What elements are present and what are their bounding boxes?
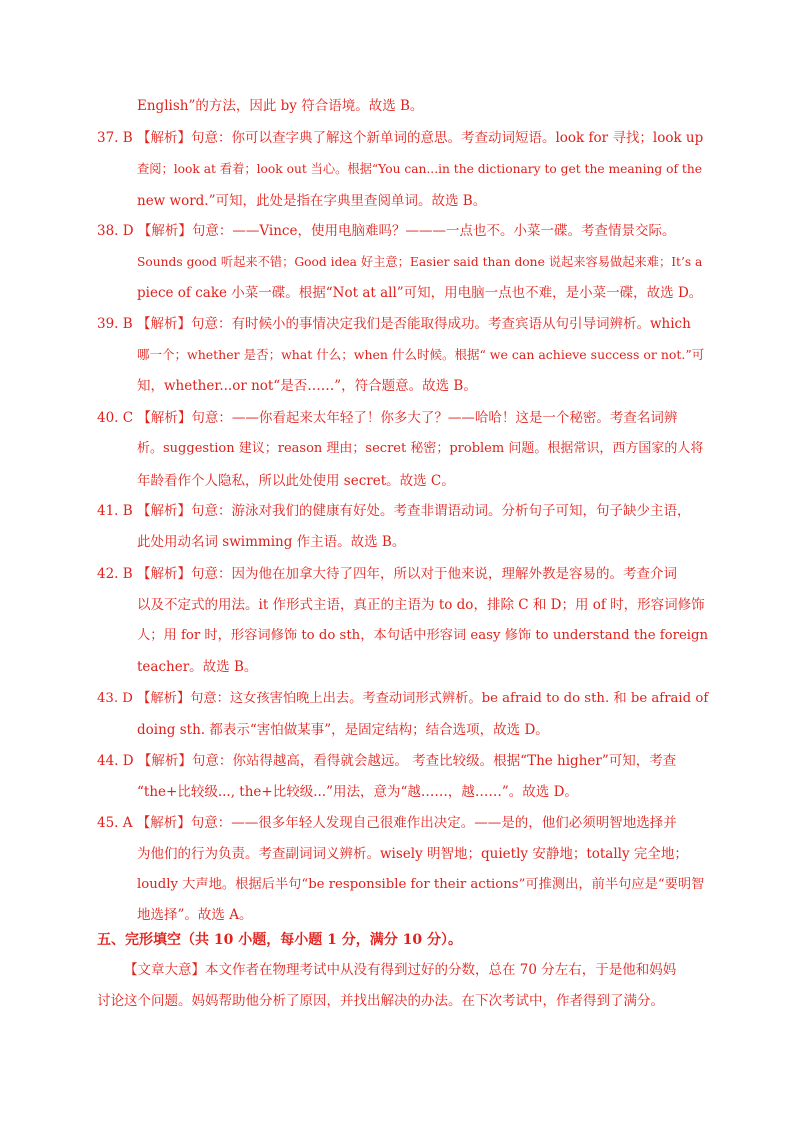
answer-38-line-3: piece of cake 小菜一碟。根据“Not at all”可知，用电脑一点也不难，是小菜一碟，故选 D。 bbox=[137, 285, 703, 301]
answer-42-line-3: 人；用 for 时，形容词修饰 to do sth，本句话中形容词 easy 修饰 to understand the foreign bbox=[137, 628, 709, 643]
answer-39-line-3: 知，whether...or not“是否……”，符合题意。故选 B。 bbox=[137, 378, 477, 394]
answer-41-line-1: 41. B 【解析】句意：游泳对我们的健康有好处。考查非谓语动词。分析句子可知，句子缺少主语， bbox=[97, 503, 691, 519]
answer-45-line-3: loudly 大声地。根据后半句“be responsible for their actions”可推测出，前半句应是“要明智 bbox=[137, 877, 705, 892]
answer-44-line-2: “the+比较级..., the+比较级...”用法，意为“越……，越……”。故选 D。 bbox=[137, 784, 578, 800]
answer-37-line-1: 37. B 【解析】句意：你可以查字典了解这个新单词的意思。考查动词短语。look for 寻找；look up bbox=[97, 130, 704, 146]
answer-42-line-2: 以及不定式的用法。it 作形式主语，真正的主语为 to do，排除 C 和 D；用 of 时，形容词修饰 bbox=[137, 597, 705, 613]
answer-45-line-2: 为他们的行为负责。考查副词词义辨析。wisely 明智地；quietly 安静地；totally 完全地； bbox=[137, 846, 688, 862]
answer-41-line-2: 此处用动名词 swimming 作主语。故选 B。 bbox=[137, 534, 406, 550]
answer-44-line-1: 44. D 【解析】句意：你站得越高，看得就会越远。 考查比较级。根据“The higher”可知，考查 bbox=[97, 753, 677, 769]
answer-42-line-1: 42. B 【解析】句意：因为他在加拿大待了四年，所以对于他来说，理解外教是容易的。考查介词 bbox=[97, 566, 677, 582]
answer-45-line-1: 45. A 【解析】句意：——很多年轻人发现自己很难作出决定。——是的，他们必须明智地选择并 bbox=[97, 815, 677, 831]
answer-38-line-2: Sounds good 听起来不错；Good idea 好主意；Easier said than done 说起来容易做起来难；It’s a bbox=[137, 255, 703, 269]
summary-line-1: 【文章大意】本文作者在物理考试中从没有得到过好的分数，总在 70 分左右，于是他和妈妈 bbox=[124, 962, 677, 978]
text-line-1: English”的方法，因此 by 符合语境。故选 B。 bbox=[137, 98, 424, 114]
answer-39-line-1: 39. B 【解析】句意：有时候小的事情决定我们是否能取得成功。考查宾语从句引导词辨析。which bbox=[97, 316, 691, 332]
answer-37-line-2: 查阅；look at 看着；look out 当心。根据“You can...in the dictionary to get the meaning of the bbox=[137, 162, 702, 176]
answer-43-line-2: doing sth. 都表示“害怕做某事”，是固定结构；结合选项，故选 D。 bbox=[137, 722, 549, 738]
answer-37-line-3: new word.”可知，此处是指在字典里查阅单词。故选 B。 bbox=[137, 193, 487, 209]
section-heading: 五、完形填空（共 10 小题，每小题 1 分，满分 10 分）。 bbox=[97, 932, 462, 948]
answer-39-line-2: 哪一个；whether 是否；what 什么；when 什么时候。根据“ we can achieve success or not.”可 bbox=[137, 347, 705, 362]
answer-40-line-1: 40. C 【解析】句意：——你看起来太年轻了！你多大了？——哈哈！这是一个秘密。考查名词辨 bbox=[97, 410, 678, 426]
answer-40-line-2: 析。suggestion 建议；reason 理由；secret 秘密；problem 问题。根据常识，西方国家的人将 bbox=[137, 441, 704, 456]
answer-40-line-3: 年龄看作个人隐私，所以此处使用 secret。故选 C。 bbox=[137, 473, 455, 489]
answer-42-line-4: teacher。故选 B。 bbox=[137, 659, 258, 675]
answer-43-line-1: 43. D 【解析】句意：这女孩害怕晚上出去。考查动词形式辨析。be afraid to do sth. 和 be afraid of bbox=[97, 691, 709, 706]
answer-38-line-1: 38. D 【解析】句意：——Vince，使用电脑难吗？———一点也不。小菜一碟。考查情景交际。 bbox=[97, 223, 676, 239]
answer-45-line-4: 地选择”。故选 A。 bbox=[137, 907, 253, 923]
summary-line-2: 讨论这个问题。妈妈帮助他分析了原因，并找出解决的办法。在下次考试中，作者得到了满分。 bbox=[97, 993, 664, 1009]
